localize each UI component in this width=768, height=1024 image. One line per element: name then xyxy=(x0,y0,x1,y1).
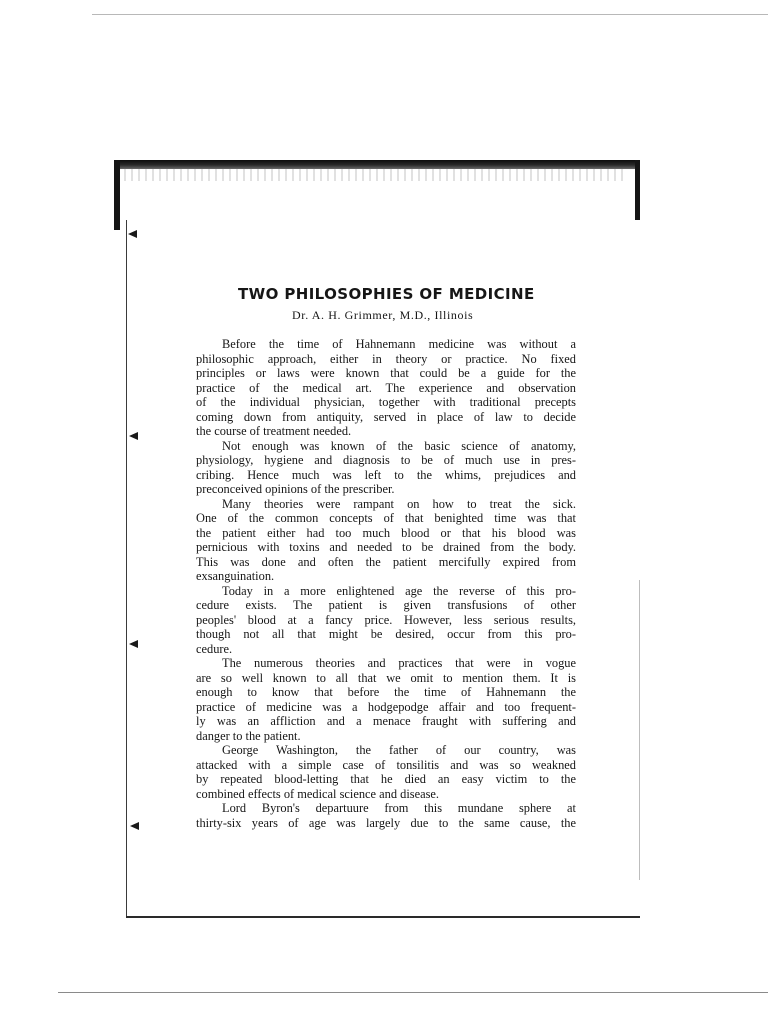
text-line: preconceived opinions of the prescriber. xyxy=(196,482,395,496)
text-line: attacked with a simple case of tonsilitis and was so weakned xyxy=(196,757,576,772)
frame-speckle xyxy=(124,169,624,181)
text-line: physiology, hygiene and diagnosis to be of much use in pres- xyxy=(196,453,576,467)
text-line: the course of treatment needed. xyxy=(196,424,352,438)
text-line: cedure exists. The patient is given transfusions of other xyxy=(196,598,576,612)
frame-right-line xyxy=(639,580,640,880)
text-line: George Washington, the father of our country, was xyxy=(222,743,576,757)
text-line: though not all that might be desired, occur from this pro- xyxy=(196,627,576,641)
frame-right-border xyxy=(635,160,640,220)
frame-bottom-border xyxy=(126,916,640,918)
paragraph xyxy=(196,743,576,801)
author-name: Dr. A. H. Grimmer, M.D., Illinois xyxy=(292,308,474,322)
paragraph xyxy=(196,497,576,584)
text-line: danger to the patient. xyxy=(196,728,301,743)
frame-top-border xyxy=(114,160,640,169)
text-line: Before the time of Hahnemann medicine was without a xyxy=(222,337,576,351)
text-line: enough to know that before the time of Hahnemann the xyxy=(196,685,576,699)
scan-edge-bottom xyxy=(58,992,768,993)
paragraph xyxy=(196,337,576,439)
text-line: combined effects of medical science and disease. xyxy=(196,786,440,801)
text-line: coming down from antiquity, served in place of law to decide xyxy=(196,409,576,424)
text-line: by repeated blood-letting that he died an easy victim to the xyxy=(196,772,576,786)
text-line: One of the common concepts of that benighted time was that xyxy=(196,511,576,525)
paragraph xyxy=(196,439,576,497)
text-line: cribing. Hence much was left to the whims, prejudices and xyxy=(196,467,576,482)
text-line: pernicious with toxins and needed to be drained from the body. xyxy=(196,540,576,554)
text-line: principles or laws were known that could be a guide for the xyxy=(196,366,576,380)
binding-hole-mark xyxy=(128,230,137,238)
text-line: cedure. xyxy=(196,641,233,656)
text-line: Lord Byron's departuure from this mundane sphere at xyxy=(222,801,576,815)
article-body xyxy=(196,337,576,830)
paragraph xyxy=(196,656,576,743)
text-line: thirty-six years of age was largely due to the same cause, the xyxy=(196,815,576,830)
text-line: Not enough was known of the basic science of anatomy, xyxy=(222,438,576,453)
text-line: practice of medicine was a hodgepodge affair and too frequent- xyxy=(196,699,576,714)
binding-hole-mark xyxy=(129,640,138,648)
text-line: practice of the medical art. The experience and observation xyxy=(196,380,576,395)
text-line: The numerous theories and practices that were in vogue xyxy=(222,656,576,670)
scan-edge-top xyxy=(92,14,768,15)
paragraph xyxy=(196,801,576,830)
text-line: philosophic approach, either in theory or practice. No fixed xyxy=(196,351,576,366)
text-line: are so well known to all that we omit to mention them. It is xyxy=(196,670,576,685)
paragraph xyxy=(196,584,576,657)
text-line: exsanguination. xyxy=(196,569,275,583)
frame-left-border xyxy=(114,160,120,230)
binding-hole-mark xyxy=(129,432,138,440)
text-line: peoples' blood at a fancy price. However, less serious results, xyxy=(196,612,576,627)
frame-left-line xyxy=(126,220,127,916)
article-author xyxy=(292,308,473,323)
text-line: Many theories were rampant on how to treat the sick. xyxy=(222,496,576,511)
binding-hole-mark xyxy=(130,822,139,830)
text-line: the patient either had too much blood or that his blood was xyxy=(196,525,576,540)
text-line: This was done and often the patient mercifully expired from xyxy=(196,554,576,569)
text-line: Today in a more enlightened age the reverse of this pro- xyxy=(222,583,576,598)
text-line: ly was an affliction and a menace fraught with suffering and xyxy=(196,714,576,728)
text-line: of the individual physician, together with traditional precepts xyxy=(196,395,576,409)
article-title: TWO PHILOSOPHIES OF MEDICINE xyxy=(238,285,535,303)
